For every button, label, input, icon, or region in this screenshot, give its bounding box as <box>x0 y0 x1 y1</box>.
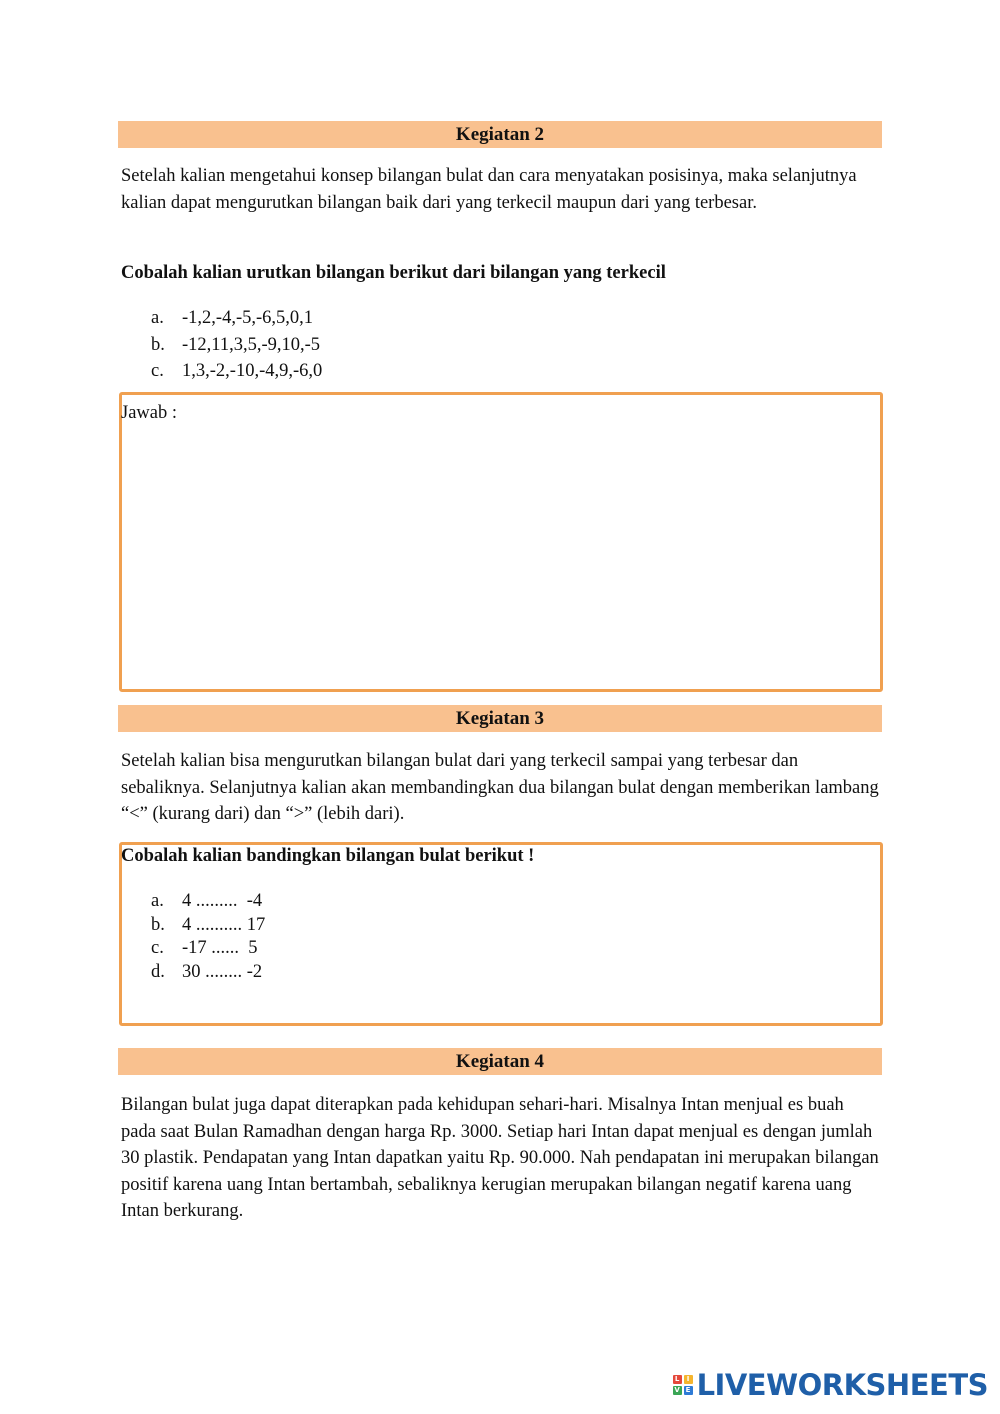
item-text: 30 ........ -2 <box>182 961 263 982</box>
kegiatan-2-list <box>151 305 322 385</box>
answer-label: Jawab : <box>121 403 177 423</box>
logo-square: I <box>684 1375 693 1384</box>
logo-square: V <box>674 1386 680 1394</box>
kegiatan-3-list <box>151 890 265 984</box>
item-label: b. <box>151 334 165 355</box>
kegiatan-2-intro: Setelah kalian mengetahui konsep bilangan bulat dan cara menyatakan posisinya, maka selanjutnya kalian dapat mengurutkan bilangan baik dari yang terkecil maupun dari yang terbesar. <box>121 166 857 213</box>
liveworksheets-logo[interactable] <box>673 1368 988 1402</box>
kegiatan-4-header: Kegiatan 4 <box>118 1048 882 1075</box>
item-label: d. <box>151 961 165 982</box>
logo-grid-icon <box>673 1375 693 1395</box>
kegiatan-2-instruction: Cobalah kalian urutkan bilangan berikut dari bilangan yang terkecil <box>121 263 666 283</box>
item-text: 1,3,-2,-10,-4,9,-6,0 <box>182 361 323 381</box>
answer-box[interactable] <box>119 392 883 692</box>
kegiatan-2-header: Kegiatan 2 <box>118 121 882 148</box>
item-label: c. <box>151 361 164 381</box>
list-item <box>151 890 265 914</box>
item-text: 4 ......... -4 <box>182 891 263 911</box>
logo-square: L <box>673 1375 682 1384</box>
item-label: b. <box>151 914 165 935</box>
item-label: a. <box>151 308 164 328</box>
item-text: -1,2,-4,-5,-6,5,0,1 <box>182 308 314 328</box>
list-item <box>151 305 322 332</box>
list-item <box>151 358 322 385</box>
kegiatan-3-header: Kegiatan 3 <box>118 705 882 732</box>
item-text: 4 .......... 17 <box>182 914 266 935</box>
list-item <box>151 914 265 938</box>
kegiatan-3-instruction: Cobalah kalian bandingkan bilangan bulat berikut ! <box>121 846 535 866</box>
logo-square: E <box>684 1386 693 1395</box>
list-item <box>151 937 265 961</box>
kegiatan-4-intro: Bilangan bulat juga dapat diterapkan pada kehidupan sehari-hari. Misalnya Intan menjual es buah pada saat Bulan Ramadhan dengan harga Rp. 3000. Setiap hari Intan dapat menjual es dengan jumlah 30 plastik. Pendapatan yang Intan dapatkan yaitu Rp. 90.000. Nah pendapatan ini merupakan bilangan positif karena uang Intan bertambah, sebaliknya kerugian merupakan bilangan negatif karena uang Intan berkurang. <box>121 1095 879 1221</box>
item-text: -12,11,3,5,-9,10,-5 <box>182 334 321 355</box>
item-label: c. <box>151 938 164 958</box>
item-label: a. <box>151 891 164 911</box>
logo-text: LIVEWORKSHEETS <box>696 1368 988 1402</box>
list-item <box>151 961 265 985</box>
item-text: -17 ...... 5 <box>182 938 258 958</box>
kegiatan-3-intro: Setelah kalian bisa mengurutkan bilangan bulat dari yang terkecil sampai yang terbesar dan sebaliknya. Selanjutnya kalian akan membandingkan dua bilangan bulat dengan memberikan lambang “<” (kurang dari) dan “>” (lebih dari). <box>121 751 879 824</box>
list-item <box>151 332 322 359</box>
